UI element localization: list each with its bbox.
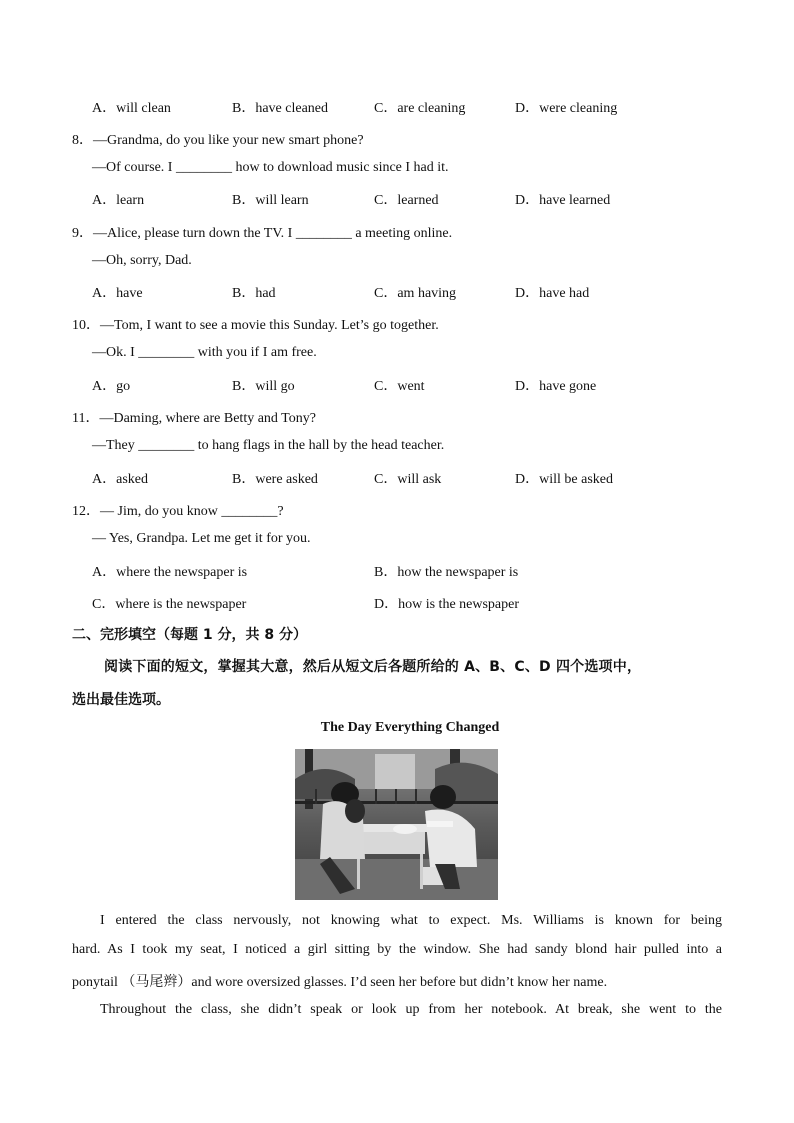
q7-option-c: C．are cleaning xyxy=(374,101,466,116)
students-studying-photo xyxy=(295,749,498,900)
section-heading: 二、完形填空（每题 1 分，共 8 分） xyxy=(72,627,307,643)
q8-option-a: A．learn xyxy=(92,193,145,208)
q9-option-c: C．am having xyxy=(374,286,457,301)
q8-option-c: C．learned xyxy=(374,193,439,208)
q7-option-d: D．were cleaning xyxy=(515,101,618,116)
q7-option-b: B．have cleaned xyxy=(232,101,329,116)
q11-option-d: D．will be asked xyxy=(515,472,613,487)
section-instruction: 阅读下面的短文，掌握其大意，然后从短文后各题所给的 A、B、C、D 四个选项中， xyxy=(104,659,642,675)
q9-option-a: A．have xyxy=(92,286,143,301)
passage-line-1: I entered the class nervously, not knowing what to expect. Ms. Williams is known for being xyxy=(100,913,722,928)
q10-answer-line: —Ok. I ________ with you if I am free. xyxy=(92,345,317,360)
q12-answer-line: — Yes, Grandpa. Let me get it for you. xyxy=(92,531,311,546)
q10-option-b: B．will go xyxy=(232,379,295,394)
q8-question: 8．—Grandma, do you like your new smart phone? xyxy=(72,133,364,148)
q8-option-b: B．will learn xyxy=(232,193,309,208)
q11-answer-line: —They ________ to hang flags in the hall by the head teacher. xyxy=(92,438,445,453)
q11-option-a: A．asked xyxy=(92,472,148,487)
q9-question: 9．—Alice, please turn down the TV. I ________ a meeting online. xyxy=(72,226,453,241)
q7-option-a: A．will clean xyxy=(92,101,171,116)
q9-option-d: D．have had xyxy=(515,286,590,301)
q10-option-a: A．go xyxy=(92,379,131,394)
q8-option-d: D．have learned xyxy=(515,193,611,208)
q10-option-c: C．went xyxy=(374,379,425,394)
q10-question: 10．—Tom, I want to see a movie this Sunday. Let’s go together. xyxy=(72,318,439,333)
q11-option-b: B．were asked xyxy=(232,472,318,487)
passage-line-4: Throughout the class, she didn’t speak or look up from her notebook. At break, she went to the xyxy=(100,1002,722,1017)
q12-question: 12．— Jim, do you know ________? xyxy=(72,504,284,519)
q12-option-a: A．where the newspaper is xyxy=(92,565,248,580)
q8-answer-line: —Of course. I ________ how to download music since I had it. xyxy=(92,160,449,175)
q9-option-b: B．had xyxy=(232,286,276,301)
q12-option-c: C．where is the newspaper xyxy=(92,597,247,612)
passage-line-3: ponytail （马尾辫）and wore oversized glasses. I’d seen her before but didn’t know her name. xyxy=(72,975,608,990)
q12-option-d: D．how is the newspaper xyxy=(374,597,520,612)
q10-option-d: D．have gone xyxy=(515,379,597,394)
q11-question: 11．—Daming, where are Betty and Tony? xyxy=(72,411,316,426)
q12-option-b: B．how the newspaper is xyxy=(374,565,519,580)
passage-title: The Day Everything Changed xyxy=(320,720,500,735)
q9-answer-line: —Oh, sorry, Dad. xyxy=(92,253,192,268)
section-instruction-cont: 选出最佳选项。 xyxy=(72,692,170,708)
q11-option-c: C．will ask xyxy=(374,472,442,487)
passage-line-2: hard. As I took my seat, I noticed a girl sitting by the window. She had sandy blond hair pulled into a xyxy=(72,942,722,957)
